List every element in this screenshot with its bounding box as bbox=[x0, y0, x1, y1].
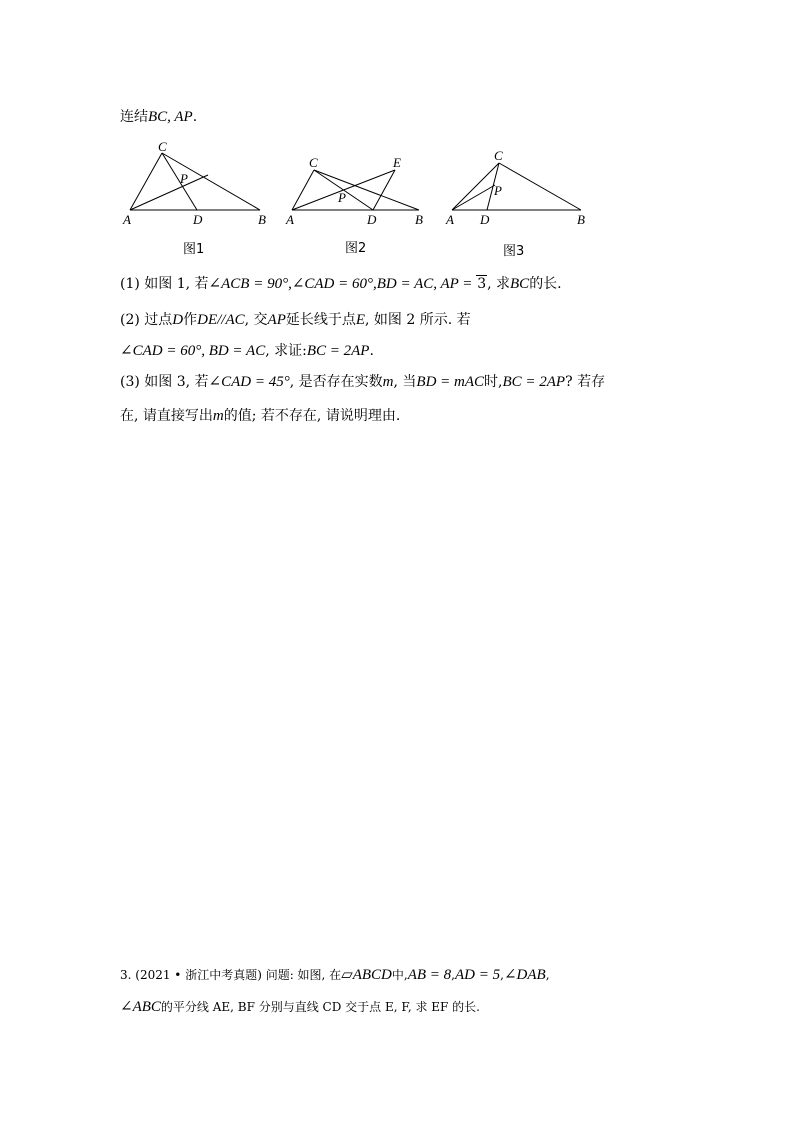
fig2-caption: 图2 bbox=[345, 241, 367, 256]
fig3-label-P: P bbox=[494, 183, 502, 198]
fig3-label-C: C bbox=[494, 148, 503, 163]
question-2-line-2: ∠CAD = 60°, BD = AC, 求证:BC = 2AP. bbox=[120, 343, 374, 359]
question-3-line-1: (3) 如图 3, 若∠CAD = 45°, 是否存在实数m, 当BD = mAC时,BC = 2AP? 若存 bbox=[120, 374, 606, 390]
question-3-line-2: 在, 请直接写出m的值; 若不存在, 请说明理由. bbox=[120, 408, 401, 424]
problem-3-line-1: 3. (2021 • 浙江中考真题) 问题: 如图, 在▱ABCD中,AB = 8,AD = 5,∠DAB, bbox=[120, 967, 550, 983]
fig1-label-C: C bbox=[158, 140, 167, 154]
question-1: (1) 如图 1, 若∠ACB = 90°,∠CAD = 60°,BD = AC, AP = 3, 求BC的长. bbox=[120, 276, 562, 292]
fig2-label-E: E bbox=[393, 155, 401, 170]
intro-line bbox=[120, 107, 197, 127]
fig1-caption: 图1 bbox=[183, 242, 205, 257]
fig2-seg-DE bbox=[373, 170, 395, 210]
fig3-seg-CB bbox=[499, 163, 581, 210]
question-2-line-1: (2) 过点D作DE//AC, 交AP延长线于点E, 如图 2 所示. 若 bbox=[120, 312, 471, 328]
fig1-label-P: P bbox=[180, 171, 188, 186]
sqrt-value: 3 bbox=[477, 276, 487, 292]
intro-suffix: . bbox=[192, 109, 198, 125]
fig1-label-A: A bbox=[123, 212, 131, 227]
fig3-caption: 图3 bbox=[503, 244, 525, 259]
fig2-label-D: D bbox=[367, 212, 377, 227]
fig3-label-B: B bbox=[577, 212, 585, 227]
fig2-seg-AC bbox=[292, 170, 314, 210]
fig2-seg-CB bbox=[314, 170, 419, 210]
figure-2 bbox=[283, 150, 433, 230]
fig3-label-D: D bbox=[480, 212, 490, 227]
fig1-label-B: B bbox=[258, 212, 266, 227]
fig2-label-C: C bbox=[309, 155, 318, 170]
fig2-label-A: A bbox=[286, 212, 294, 227]
figure-3 bbox=[443, 145, 593, 230]
fig2-label-B: B bbox=[415, 212, 423, 227]
intro-math: BC, AP bbox=[148, 109, 193, 125]
intro-text: 连结 bbox=[120, 109, 148, 125]
fig3-label-A: A bbox=[446, 212, 454, 227]
fig1-seg-AP bbox=[130, 175, 208, 210]
problem-3-line-2: ∠ABC的平分线 AE, BF 分别与直线 CD 交于点 E, F, 求 EF 的长. bbox=[120, 999, 480, 1015]
fig1-seg-AC bbox=[130, 153, 162, 210]
figure-1 bbox=[118, 140, 278, 230]
fig2-label-P: P bbox=[338, 190, 346, 205]
fig1-seg-CB bbox=[162, 153, 260, 210]
fig1-label-D: D bbox=[193, 212, 203, 227]
